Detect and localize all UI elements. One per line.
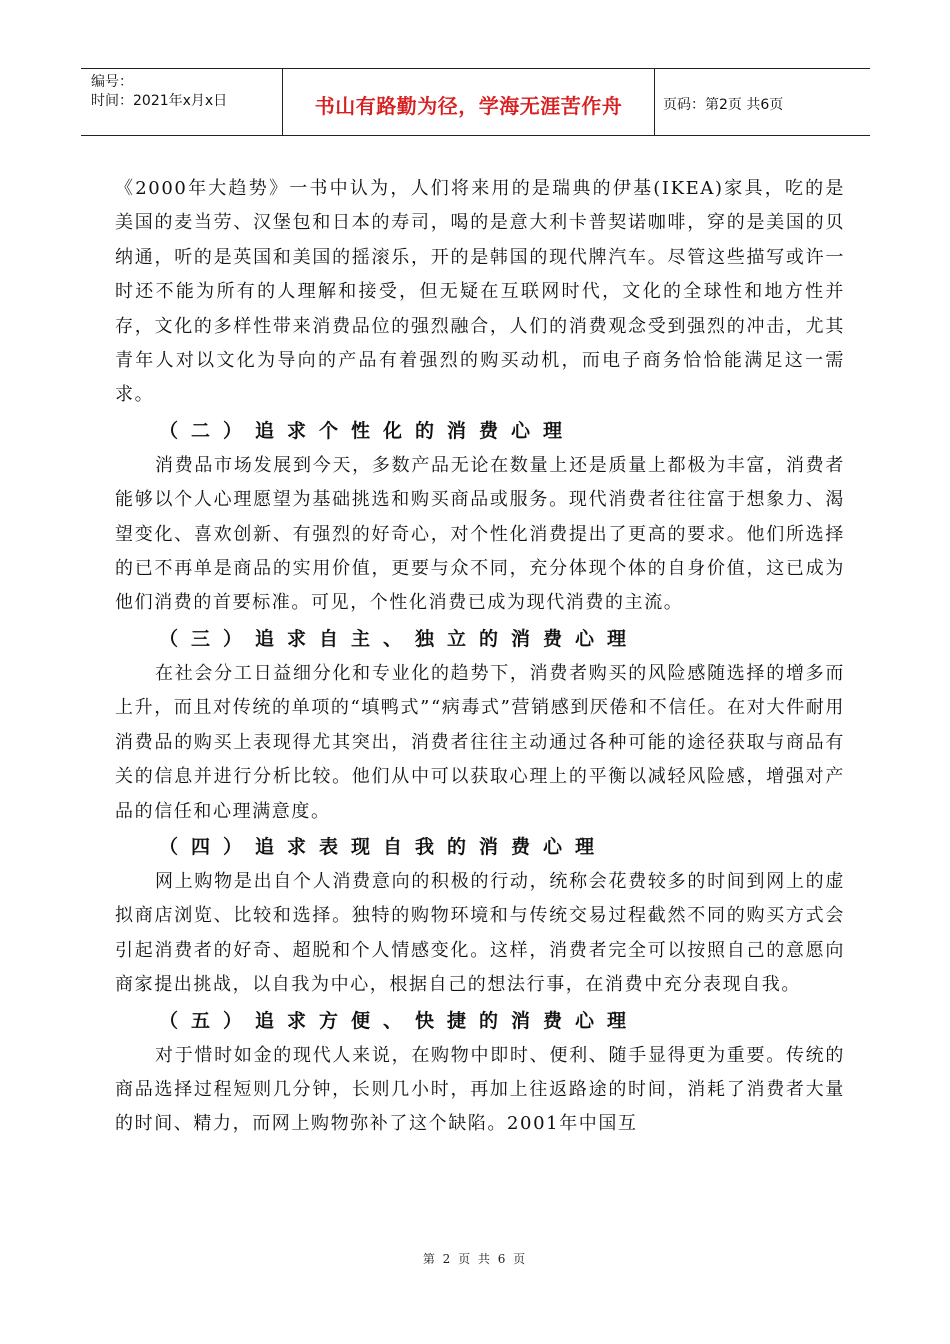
document-body: [115, 172, 845, 1142]
header-motto: 书山有路勤为径，学海无涯苦作舟: [314, 93, 623, 118]
document-date-label: 时间：2021年x月x日: [91, 93, 228, 109]
document-number-label: 编号：: [91, 74, 133, 90]
document-header: [81, 68, 870, 136]
header-page-cell: [655, 69, 870, 135]
section-heading-autonomy: （三）追求自主、独立的消费心理: [159, 627, 640, 650]
section-heading-self-expression: （四）追求表现自我的消费心理: [159, 835, 608, 858]
section-heading-personalized: （二）追求个性化的消费心理: [159, 419, 576, 442]
header-page-info: 页码：第2页 共6页: [663, 97, 784, 113]
paragraph-convenience: 对于惜时如金的现代人来说，在购物中即时、便利、随手显得更为重要。传统的商品选择过程短则几分钟，长则几小时，再加上往返路途的时间，消耗了消费者大量的时间、精力，而网上购物弥补了这个缺陷。2001年中国互: [115, 1044, 845, 1135]
paragraph-self-expression: 网上购物是出自个人消费意向的积极的行动，统称会花费较多的时间到网上的虚拟商店浏览、比较和选择。独特的购物环境和与传统交易过程截然不同的购买方式会引起消费者的好奇、超脱和个人情感变化。这样，消费者完全可以按照自己的意愿向商家提出挑战，以自我为中心，根据自己的想法行事，在消费中充分表现自我。: [115, 870, 845, 996]
page-footer: 第 2 页 共 6 页: [422, 1252, 528, 1266]
header-motto-cell: [283, 69, 655, 135]
paragraph-autonomy: 在社会分工日益细分化和专业化的趋势下，消费者购买的风险感随选择的增多而上升，而且对传统的单项的“填鸭式”“病毒式”营销感到厌倦和不信任。在对大件耐用消费品的购买上表现得尤其突出，消费者往往主动通过各种可能的途径获取与商品有关的信息并进行分析比较。他们从中可以获取心理上的平衡以减轻风险感，增强对产品的信任和心理满意度。: [115, 662, 845, 822]
section-heading-convenience: （五）追求方便、快捷的消费心理: [159, 1009, 640, 1032]
paragraph-globalization: 《2000年大趋势》一书中认为，人们将来用的是瑞典的伊基(IKEA)家具，吃的是美国的麦当劳、汉堡包和日本的寿司，喝的是意大利卡普契诺咖啡，穿的是美国的贝纳通，听的是英国和美国的摇滚乐，开的是韩国的现代牌汽车。尽管这些描写或许一时还不能为所有的人理解和接受，但无疑在互联网时代，文化的全球性和地方性并存，文化的多样性带来消费品位的强烈融合，人们的消费观念受到强烈的冲击，尤其青年人对以文化为导向的产品有着强烈的购买动机，而电子商务恰恰能满足这一需求。: [115, 178, 845, 406]
header-meta-cell: [81, 69, 283, 135]
paragraph-personalized: 消费品市场发展到今天，多数产品无论在数量上还是质量上都极为丰富，消费者能够以个人心理愿望为基础挑选和购买商品或服务。现代消费者往往富于想象力、渴望变化、喜欢创新、有强烈的好奇心，对个性化消费提出了更高的要求。他们所选择的已不再单是商品的实用价值，更要与众不同，充分体现个体的自身价值，这已成为他们消费的首要标准。可见，个性化消费已成为现代消费的主流。: [115, 454, 845, 614]
